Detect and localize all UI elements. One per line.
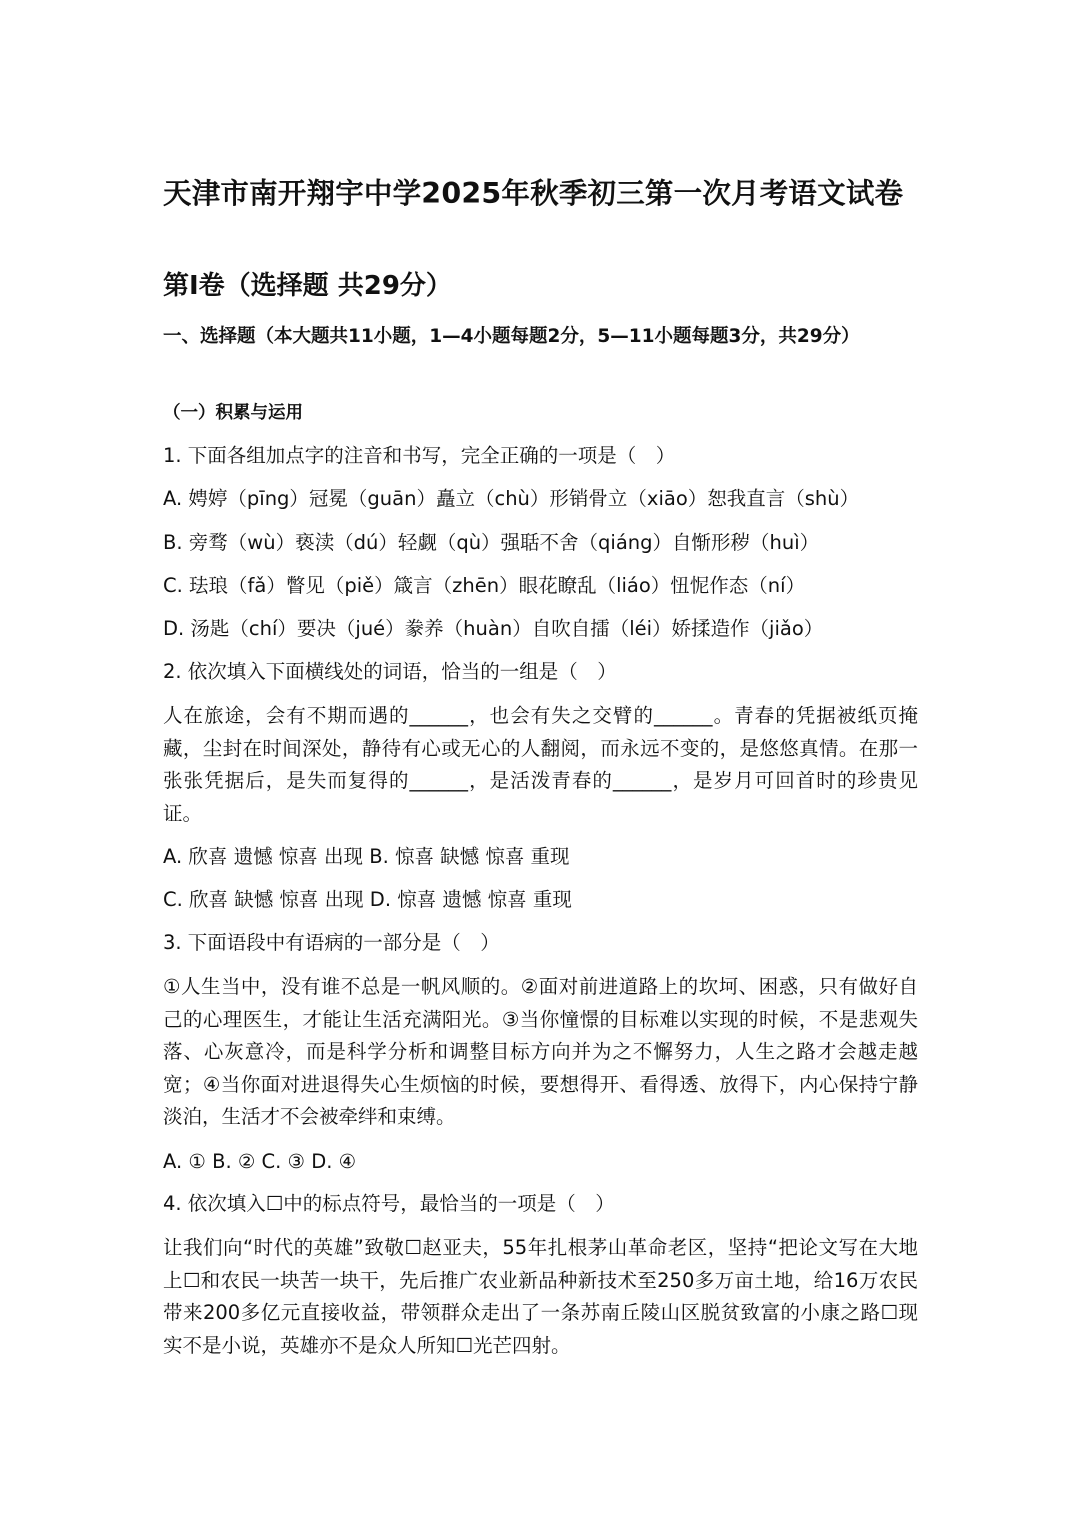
question-2-stem: 2. 依次填入下面横线处的词语，恰当的一组是（ ）	[163, 660, 617, 683]
question-2-passage: 人在旅途，会有不期而遇的______，也会有失之交臂的______。青春的凭据被纸页掩藏，尘封在时间深处，静待有心或无心的人翻阅，而永远不变的，是悠悠真情。在那一张张凭据后，是失而复得的______，是活泼青春的______，是岁月可回首时的珍贵见证。	[163, 704, 918, 825]
question-2-options-cd: C. 欣喜 缺憾 惊喜 出现 D. 惊喜 遗憾 惊喜 重现	[163, 888, 572, 911]
question-3-options: A. ① B. ② C. ③ D. ④	[163, 1150, 357, 1173]
section-title: 一、选择题（本大题共11小题，1—4小题每题2分，5—11小题每题3分，共29分）	[163, 326, 860, 347]
question-1-option-c: C. 珐琅（fǎ）瞥见（piě）箴言（zhēn）眼花瞭乱（liáo）忸怩作态（ní）	[163, 574, 806, 597]
question-2-options-ab: A. 欣喜 遗憾 惊喜 出现 B. 惊喜 缺憾 惊喜 重现	[163, 845, 570, 868]
question-3-passage: ①人生当中，没有谁不总是一帆风顺的。②面对前进道路上的坎坷、困惑，只有做好自己的心理医生，才能让生活充满阳光。③当你憧憬的目标难以实现的时候，不是悲观失落、心灰意冷，而是科学分析和调整目标方向并为之不懈努力，人生之路才会越走越宽；④当你面对进退得失心生烦恼的时候，要想得开、看得透、放得下，内心保持宁静淡泊，生活才不会被牵绊和束缚。	[163, 975, 918, 1128]
question-1-option-b: B. 旁骛（wù）亵渎（dú）轻觑（qù）强聒不舍（qiáng）自惭形秽（huì）	[163, 531, 820, 554]
sub-section-title: （一）积累与运用	[163, 403, 303, 423]
question-4-passage: 让我们向“时代的英雄”致敬☐赵亚夫，55年扎根茅山革命老区，坚持“把论文写在大地上☐和农民一块苦一块干，先后推广农业新品种新技术至250多万亩土地，给16万农民带来200多亿元直接收益，带领群众走出了一条苏南丘陵山区脱贫致富的小康之路☐现实不是小说，英雄亦不是众人所知☐光芒四射。	[163, 1236, 918, 1357]
exam-title: 天津市南开翔宇中学2025年秋季初三第一次月考语文试卷	[163, 177, 904, 210]
question-4-stem: 4. 依次填入☐中的标点符号，最恰当的一项是（ ）	[163, 1192, 615, 1215]
question-1-stem: 1. 下面各组加点字的注音和书写，完全正确的一项是（ ）	[163, 444, 676, 467]
question-1-option-a: A. 娉婷（pīng）冠冕（guān）矗立（chù）形销骨立（xiāo）恕我直言（shù）	[163, 487, 860, 510]
part-title: 第Ⅰ卷（选择题 共29分）	[163, 271, 452, 301]
question-1-option-d: D. 汤匙（chí）要决（jué）豢养（huàn）自吹自擂（léi）娇揉造作（jiǎo）	[163, 617, 824, 640]
question-3-stem: 3. 下面语段中有语病的一部分是（ ）	[163, 931, 500, 954]
